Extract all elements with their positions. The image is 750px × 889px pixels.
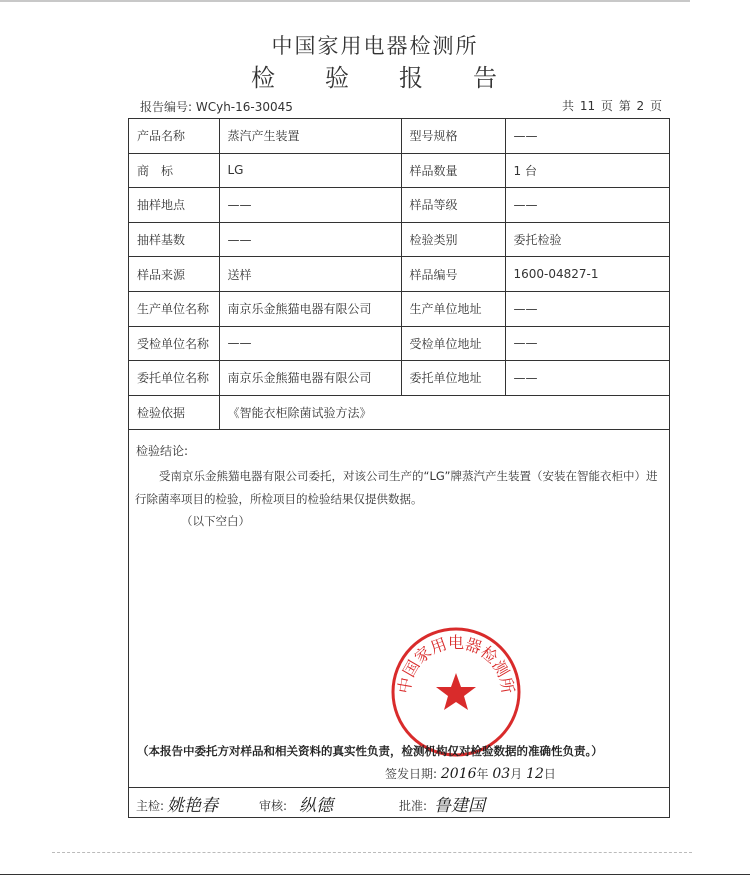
report-title-char: 报: [399, 64, 425, 92]
field-value: ——: [505, 361, 669, 396]
field-value: ——: [219, 326, 401, 361]
field-value: ——: [219, 222, 401, 257]
field-value: 1600-04827-1: [505, 257, 669, 292]
field-label: 型号规格: [401, 119, 505, 153]
top-border-line: [0, 0, 690, 2]
field-value: 1 台: [505, 153, 669, 188]
field-label: 样品数量: [401, 153, 505, 188]
table-row: [129, 395, 669, 430]
field-value: 蒸汽产生装置: [219, 119, 401, 153]
sign-month-unit: 月: [510, 767, 523, 781]
field-label: 生产单位地址: [401, 291, 505, 326]
blank-note: （以下空白）: [181, 514, 250, 528]
table-row: [129, 291, 669, 326]
field-value: 南京乐金熊猫电器有限公司: [219, 291, 401, 326]
approver-label: 批准:: [399, 799, 428, 813]
field-value: ——: [505, 119, 669, 153]
report-title-char: 检: [251, 64, 277, 92]
field-label: 受检单位名称: [129, 326, 219, 361]
field-label: 商 标: [129, 153, 219, 188]
bottom-border-line: [0, 874, 750, 875]
field-label: 生产单位名称: [129, 291, 219, 326]
field-label: 受检单位地址: [401, 326, 505, 361]
chief-inspector-label: 主检:: [136, 799, 165, 813]
report-number: 报告编号: WCyh-16-30045: [140, 100, 293, 114]
field-label: 检验类别: [401, 222, 505, 257]
field-value: ——: [219, 188, 401, 223]
field-value: 南京乐金熊猫电器有限公司: [219, 361, 401, 396]
table-row: [129, 153, 669, 188]
seal-graphic: [389, 625, 523, 759]
field-value: 《智能衣柜除菌试验方法》: [219, 395, 669, 430]
report-title-char: 验: [325, 64, 351, 92]
field-label: 样品来源: [129, 257, 219, 292]
field-label: 样品编号: [401, 257, 505, 292]
field-label: 样品等级: [401, 188, 505, 223]
field-label: 产品名称: [129, 119, 219, 153]
table-row: [129, 188, 669, 223]
sign-year: 2016: [440, 766, 477, 782]
report-title: [0, 58, 750, 93]
signature-row: [129, 787, 669, 819]
field-label: 抽样地点: [129, 188, 219, 223]
reviewer-label: 审核:: [259, 799, 288, 813]
sign-month: 03: [492, 766, 511, 782]
report-sheet: [128, 118, 670, 818]
chief-inspector-signature: 姚艳春: [167, 796, 218, 816]
sign-day-unit: 日: [543, 767, 556, 781]
field-label: 委托单位名称: [129, 361, 219, 396]
table-row: [129, 361, 669, 396]
conclusion-label: 检验结论:: [136, 444, 189, 458]
bottom-dashed-line: [52, 852, 692, 853]
field-value: ——: [505, 326, 669, 361]
table-row: [129, 326, 669, 361]
star-icon: [436, 673, 476, 710]
reviewer-signature: 纵德: [299, 796, 333, 816]
sign-year-unit: 年: [476, 767, 489, 781]
field-value: ——: [505, 291, 669, 326]
disclaimer: （本报告中委托方对样品和相关资料的真实性负责，检测机构仅对检验数据的准确性负责。）: [137, 744, 603, 758]
table-row: [129, 222, 669, 257]
field-label: 委托单位地址: [401, 361, 505, 396]
field-value: 委托检验: [505, 222, 669, 257]
conclusion-text: 受南京乐金熊猫电器有限公司委托，对该公司生产的“LG”牌蒸汽产生装置（安装在智能衣柜中）进行除菌率项目的检验，所检项目的检验结果仅提供数据。: [135, 469, 658, 506]
sign-date: [385, 765, 556, 782]
field-value: ——: [505, 188, 669, 223]
field-value: LG: [219, 153, 401, 188]
seal-text: 中国家用电器检测所: [394, 633, 518, 695]
info-table: [129, 119, 669, 430]
approver-signature: 鲁建国: [434, 796, 485, 816]
sign-day: 12: [526, 766, 544, 782]
page-info: 共 11 页 第 2 页: [562, 99, 662, 113]
field-label: 抽样基数: [129, 222, 219, 257]
field-label: 检验依据: [129, 395, 219, 430]
table-row: [129, 257, 669, 292]
sign-date-label: 签发日期:: [385, 767, 438, 781]
report-title-char: 告: [473, 64, 499, 92]
institute-name: 中国家用电器检测所: [271, 34, 479, 58]
field-value: 送样: [219, 257, 401, 292]
table-row: [129, 119, 669, 153]
